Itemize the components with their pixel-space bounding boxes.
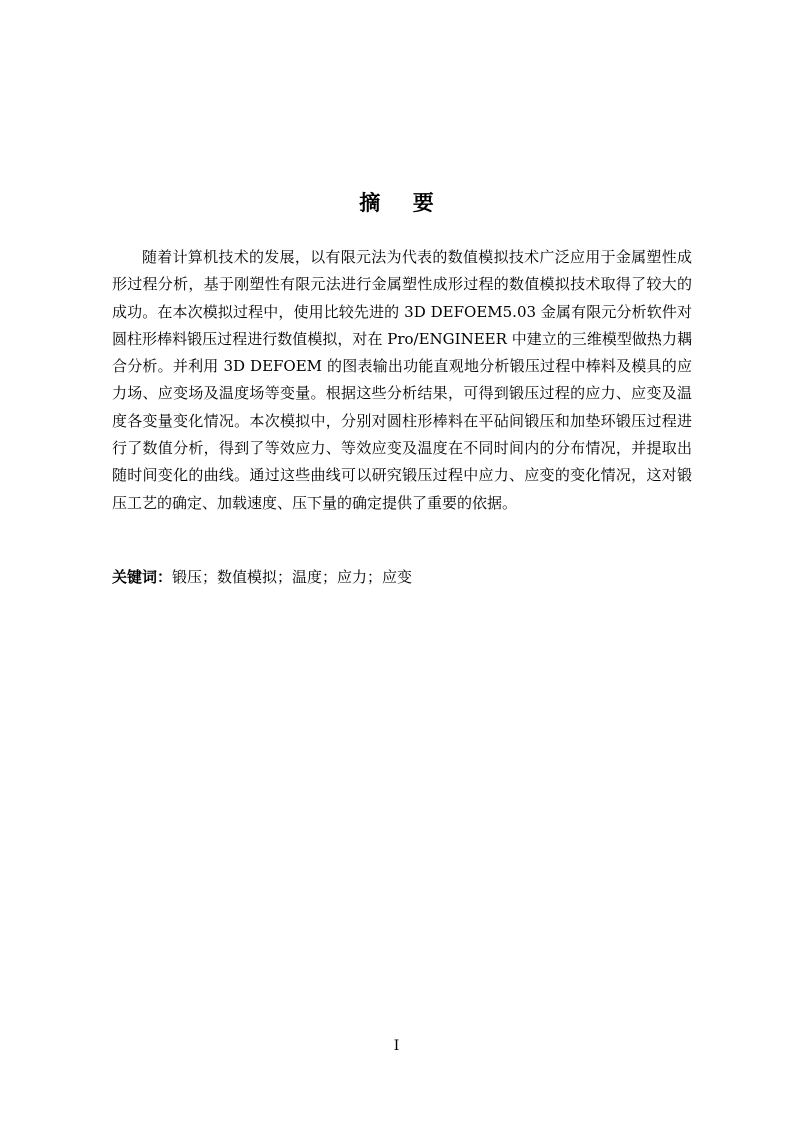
keywords-line	[112, 564, 692, 591]
keywords-text: 锻压；数值模拟；温度；应力；应变	[172, 568, 413, 586]
keywords-label: 关键词：	[112, 568, 173, 586]
page-title: 摘 要	[359, 190, 447, 215]
abstract-paragraph: 随着计算机技术的发展，以有限元法为代表的数值模拟技术广泛应用于金属塑性成形过程分析，基于刚塑性有限元法进行金属塑性成形过程的数值模拟技术取得了较大的成功。在本次模拟过程中，使用比较先进的 3D DEFOEM5.03 金属有限元分析软件对圆柱形棒料锻压过程进行数值模拟，对在 Pro/ENGINEER 中建立的三维模型做热力耦合分析。并利用 3D DEFOEM 的图表输出功能直观地分析锻压过程中棒料及模具的应力场、应变场及温度场等变量。根据这些分析结果，可得到锻压过程的应力、应变及温度各变量变化情况。本次模拟中，分别对圆柱形棒料在平砧间锻压和加垫环锻压过程进行了数值分析，得到了等效应力、等效应变及温度在不同时间内的分布情况，并提取出随时间变化的曲线。通过这些曲线可以研究锻压过程中应力、应变的变化情况，这对锻压工艺的确定、加载速度、压下量的确定提供了重要的依据。	[112, 248, 692, 512]
page-number: I	[393, 1038, 400, 1054]
